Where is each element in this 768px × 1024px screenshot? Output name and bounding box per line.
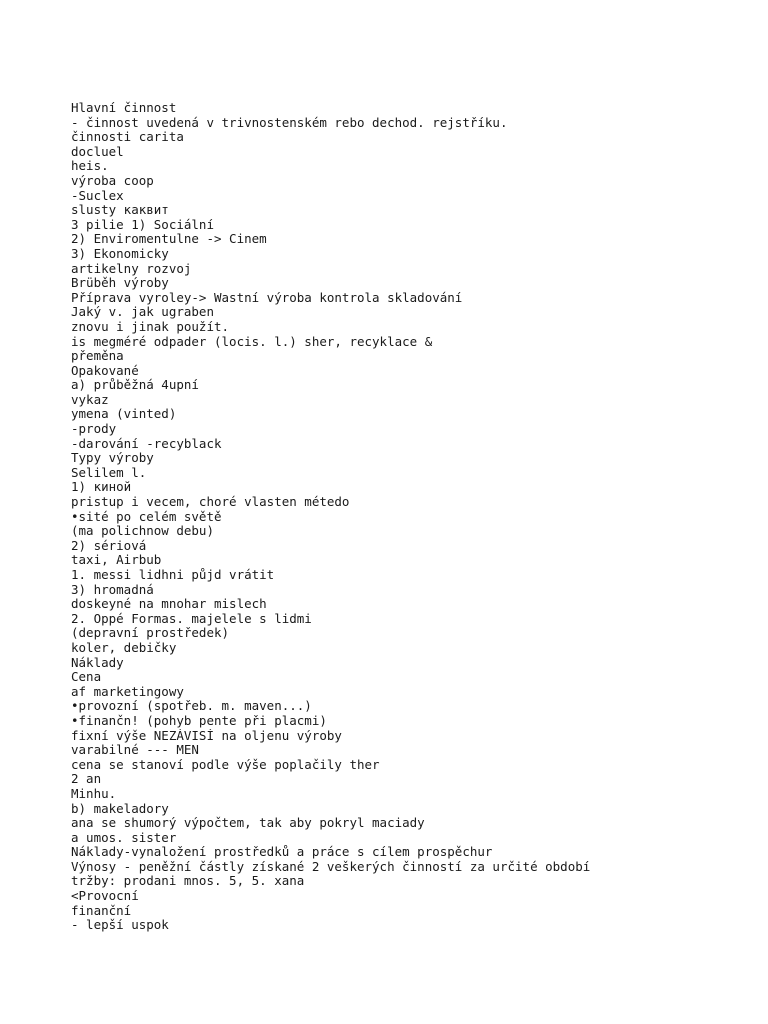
document-text xyxy=(71,101,761,933)
text-line: 1) киной xyxy=(71,480,132,495)
text-line: -Suclex xyxy=(71,188,124,203)
text-line: Selilem l. xyxy=(71,465,147,480)
text-line: 2. Oppé Formas. majelele s lidmi xyxy=(71,611,312,626)
text-line: Brüběh výroby xyxy=(71,276,169,291)
text-line: koler, debičky xyxy=(71,640,177,655)
text-line: b) makeladory xyxy=(71,801,169,816)
text-line: <Provocní xyxy=(71,889,139,904)
text-line: Cena xyxy=(71,670,102,685)
text-line: Opakované xyxy=(71,363,139,378)
text-line: výroba coop xyxy=(71,173,154,188)
text-line: artikelny rozvoj xyxy=(71,261,192,276)
text-line: 3 pilie 1) Sociální xyxy=(71,217,214,232)
text-line: a) průběžná 4upní xyxy=(71,378,199,393)
text-line: 3) hromadná xyxy=(71,582,154,597)
text-line: tržby: prodani mnos. 5, 5. xana xyxy=(71,874,305,889)
text-line: přeměna xyxy=(71,349,124,364)
text-line: (ma polichnow debu) xyxy=(71,524,214,539)
text-line: Minhu. xyxy=(71,786,117,801)
text-line: (depravní prostředek) xyxy=(71,626,230,641)
text-line: varabilné --- MEN xyxy=(71,743,199,758)
text-line: is megméré odpader (locis. l.) sher, recyklace & xyxy=(71,334,433,349)
text-line: •finančn! (pohyb pente při placmi) xyxy=(71,713,327,728)
text-line: Příprava vyroley-> Wastní výroba kontrola skladování xyxy=(71,290,463,305)
text-line: doskeyné na mnohar mislech xyxy=(71,597,267,612)
text-line: pristup i vecem, choré vlasten métedo xyxy=(71,495,350,510)
text-line: ana se shumorý výpočtem, tak aby pokryl maciady xyxy=(71,816,425,831)
text-line: fixní výše NEZÁVISÍ na oljenu výroby xyxy=(71,728,342,743)
text-line: 1. messi lidhni půjd vrátit xyxy=(71,568,275,582)
text-line: -darování -recyblack xyxy=(71,436,222,451)
text-line: - činnost uvedená v trivnostenském rebo dechod. rejstříku. xyxy=(71,115,508,130)
text-line: 2) Enviromentulne -> Cinem xyxy=(71,232,267,247)
text-line: taxi, Airbub xyxy=(71,553,162,568)
text-line: vykaz xyxy=(71,392,109,407)
text-line: znovu i jinak použít. xyxy=(71,319,230,334)
text-line: af marketingowy xyxy=(71,684,184,699)
text-line: Typy výroby xyxy=(71,451,154,466)
text-line: docluel xyxy=(71,144,124,159)
text-line: Výnosy - peněžní částly získané 2 veškerých činností za určité období xyxy=(71,859,591,874)
text-line: a umos. sister xyxy=(71,830,177,845)
text-line: ymena (vinted) xyxy=(71,407,177,422)
text-line: •sité po celém světě xyxy=(71,509,222,524)
text-line: finanční xyxy=(71,903,132,918)
text-line: 3) Ekonomicky xyxy=(71,246,169,261)
text-line: - lepší uspok xyxy=(71,918,169,933)
text-line: Hlavní činnost xyxy=(71,101,177,115)
text-line: •provozní (spotřeb. m. maven...) xyxy=(71,699,312,714)
text-line: Náklady-vynaložení prostředků a práce s cílem prospěchur xyxy=(71,845,493,860)
text-line: cena se stanoví podle výše poplačily ther xyxy=(71,757,380,772)
text-line: slusty каквит xyxy=(71,203,169,218)
text-line: 2 an xyxy=(71,772,102,787)
text-line: Jaký v. jak ugraben xyxy=(71,305,214,320)
text-line: 2) sériová xyxy=(71,538,147,553)
text-line: činnosti carita xyxy=(71,130,184,145)
text-line: heis. xyxy=(71,159,109,174)
text-line: -prody xyxy=(71,422,117,437)
text-line: Náklady xyxy=(71,655,124,670)
